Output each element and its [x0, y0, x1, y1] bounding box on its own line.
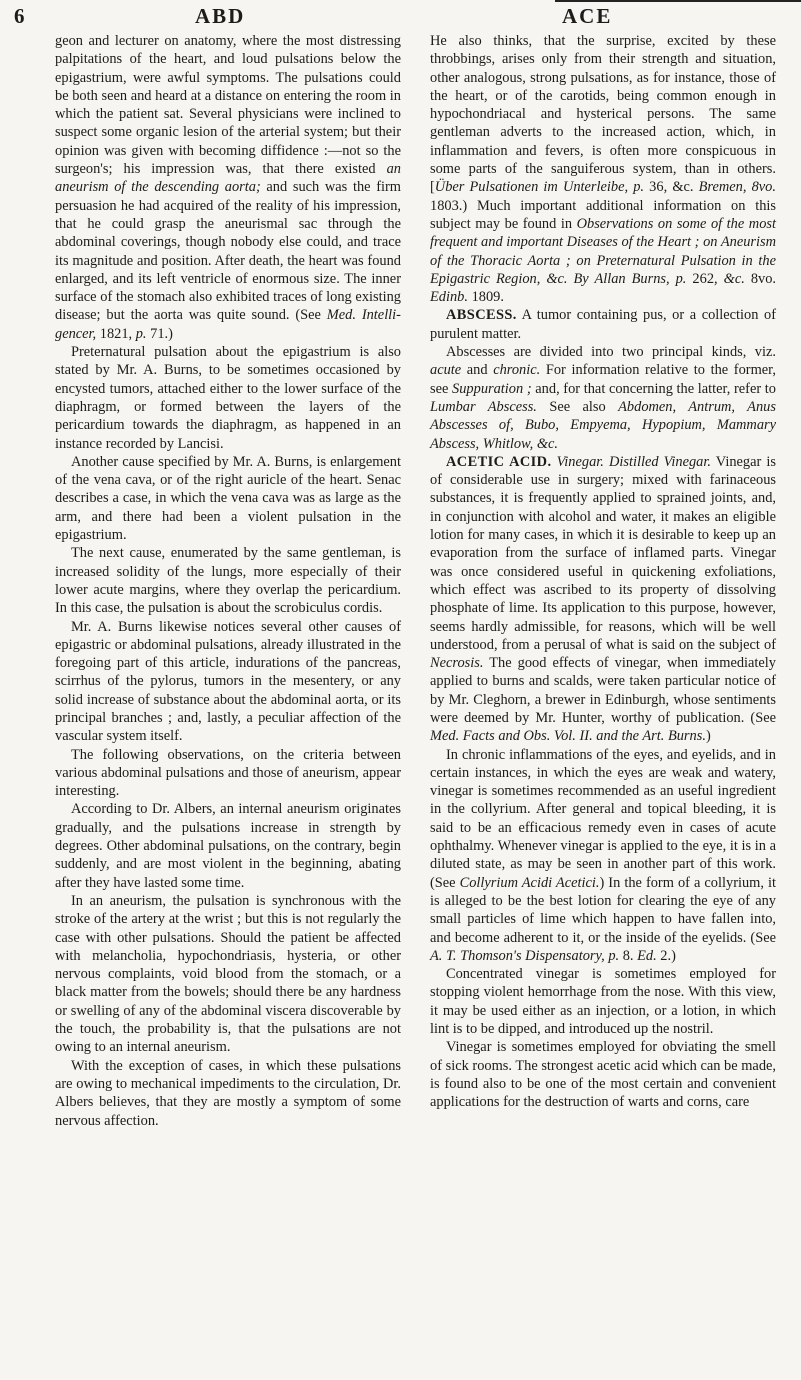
paragraph: The next cause, enumerated by the same gentleman, is increased solidity of the lungs, more especially of their lower acute margins, where they overlap the pericardium. In this case, the pulsation is about the scrobiculus cordis.: [55, 545, 401, 617]
entry-heading: ACETIC ACID.: [446, 453, 552, 470]
entry-abscess: ABSCESS. A tumor containing pus, or a collection of purulent matter.: [430, 307, 776, 342]
page-number: 6: [14, 4, 25, 28]
paragraph: He also thinks, that the surprise, excited by these throbbings, arises only from their strength and situation, other analogous, strong pulsations, as for instance, those of the heart, or of the carotids, being common enough in hypochondriacal and hysterical persons. The same gentleman adverts to the increased action, which, in inflammation and fevers, is often more conspicuous in some parts of the sanguiferous system, than in others. [Über Pulsationen im Unterleibe, p. 36, &c. Bremen, 8vo. 1803.) Much important additional information on this subject may be found in Observations on some of the most frequent and important Diseases of the Heart ; on Aneurism of the Thoracic Aorta ; on Preternatural Pulsation in the Epigastric Region, &c. By Allan Burns, p. 262, &c. 8vo. Edinb. 1809.: [430, 33, 777, 306]
paragraph: Concentrated vinegar is sometimes employed for stopping violent hemorrhage from the nose. With this view, it may be used either as an injection, or a lotion, in which lint is to be dipped, and introduced up the nostril.: [430, 966, 776, 1038]
paragraph: With the exception of cases, in which these pulsations are owing to mechanical impediments to the circulation, Dr. Albers believes, that they are mostly a symptom of some nervous affection.: [55, 1057, 401, 1129]
top-rule: [555, 0, 801, 2]
paragraph: Vinegar is sometimes employed for obviating the smell of sick rooms. The strongest acetic acid which can be made, is found also to be one of the most certain and convenient applications for the destruction of warts and corns, care: [430, 1039, 776, 1111]
paragraph: geon and lecturer on anatomy, where the most distressing palpitations of the heart, and loud pulsations below the epigastrium, were awful symptoms. The pulsations could be both seen and heard at a distance on entering the room in which the patient sat. Several physicians were inclined to suspect some organic lesion of the arterial system; but their opinion was given with becoming diffidence :—not so the surgeon's; his impression was, that there existed an aneurism of the descending aorta; and such was the firm persuasion he had acquired of the reality of his impression, that he could grasp the aneurismal sac through the abdominal coverings, though nobody else could, and trace its magnitude and position. After death, the heart was found enlarged, and its left ventricle of enormous size. The inner surface of the stomach also exhibited traces of long existing disease; but the aorta was quite sound. (See Med. Intelli-gencer, 1821, p. 71.): [55, 33, 401, 342]
paragraph: Abscesses are divided into two principal kinds, viz. acute and chronic. For information relative to the former, see Suppuration ; and, for that concerning the latter, refer to Lumbar Abscess. See also Abdomen, Antrum, Anus Abscesses of, Bubo, Empyema, Hypopium, Mammary Abscess, Whitlow, &c.: [430, 344, 776, 452]
entry-heading: ABSCESS.: [446, 307, 517, 324]
paragraph: The following observations, on the criteria between various abdominal pulsations and those of aneurism, appear interesting.: [55, 746, 401, 800]
paragraph: Another cause specified by Mr. A. Burns, is enlargement of the vena cava, or of the right auricle of the heart. Senac describes a case, in which the vena cava was as large as the arm, and there had been a violent pulsation in the epigastrium.: [55, 453, 401, 544]
paragraph: Mr. A. Burns likewise notices several other causes of epigastric or abdominal pulsations, already illustrated in the foregoing part of this article, indurations of the pancreas, scirrhus of the pylorus, tumors in the mesentery, or any solid increase of substance about the abdominal aorta, or its principal branches ; and, lastly, a peculiar affection of the vascular system itself.: [55, 618, 401, 745]
paragraph: In chronic inflammations of the eyes, and eyelids, and in certain instances, in which the eyes are weak and watery, vinegar is sometimes recommended as an useful ingredient in the collyrium. After general and topical bleeding, it is said to be an efficacious remedy even in cases of acute ophthalmy. Whenever vinegar is applied to the eye, it is in a diluted state, as may be seen in another part of this work. (See Collyrium Acidi Acetici.) In the form of a collyrium, it is alleged to be the best lotion for clearing the eye of any small particles of lime which happen to have fallen into, and become adherent to it, or the inside of the eyelids. (See A. T. Thomson's Dispensatory, p. 8. Ed. 2.): [430, 746, 777, 964]
running-head-left: ABD: [195, 4, 246, 28]
entry-acetic-acid: ACETIC ACID. Vinegar. Distilled Vinegar. Vinegar is of considerable use in surgery; mixed with farinaceous substances, it is frequently applied to sprained joints, and, in conjunction with alcohol and water, it makes an eligible lotion for many cases, in which it is desirable to keep up an evaporation from the surface of inflamed parts. Vinegar was once considered useful in quickening exfoliations, which effect was ascribed to its property of dissolving phosphate of lime. Its application to this purpose, however, seems hardly admissible, for reasons, which will be well understood, from a perusal of what is said on the subject of Necrosis. The good effects of vinegar, when immediately applied to burns and scalds, were taken particular notice of by Mr. Cleghorn, a brewer in Edinburgh, whose sentiments were deemed by Mr. Hunter, worthy of publication. (See Med. Facts and Obs. Vol. II. and the Art. Burns.): [430, 453, 776, 745]
paragraph: In an aneurism, the pulsation is synchronous with the stroke of the artery at the wrist ; but this is not regularly the case with other pulsations. Should the patient be affected with melancholia, hypochondriasis, hysteria, or other nervous complaints, void blood from the stomach, or a black matter from the bowels; should there be any hardness or swelling of any of the abdominal viscera discoverable by the touch, the probability is, that the pulsations are not owing to an internal aneurism.: [55, 892, 401, 1056]
right-column: [430, 32, 776, 1112]
left-column: [55, 32, 401, 1130]
running-head-right: ACE: [562, 4, 613, 28]
paragraph: Preternatural pulsation about the epigastrium is also stated by Mr. A. Burns, to be sometimes occasioned by encysted tumors, attached either to the lower surface of the diaphragm, or formed between the layers of the pericardium towards the diaphragm, as happened in an instance recorded by Lancisi.: [55, 344, 401, 452]
paragraph: According to Dr. Albers, an internal aneurism originates gradually, and the pulsations increase in strength by degrees. Other abdominal pulsations, on the contrary, begin suddenly, and are most violent in the beginning, abating after they have lasted some time.: [55, 801, 401, 891]
